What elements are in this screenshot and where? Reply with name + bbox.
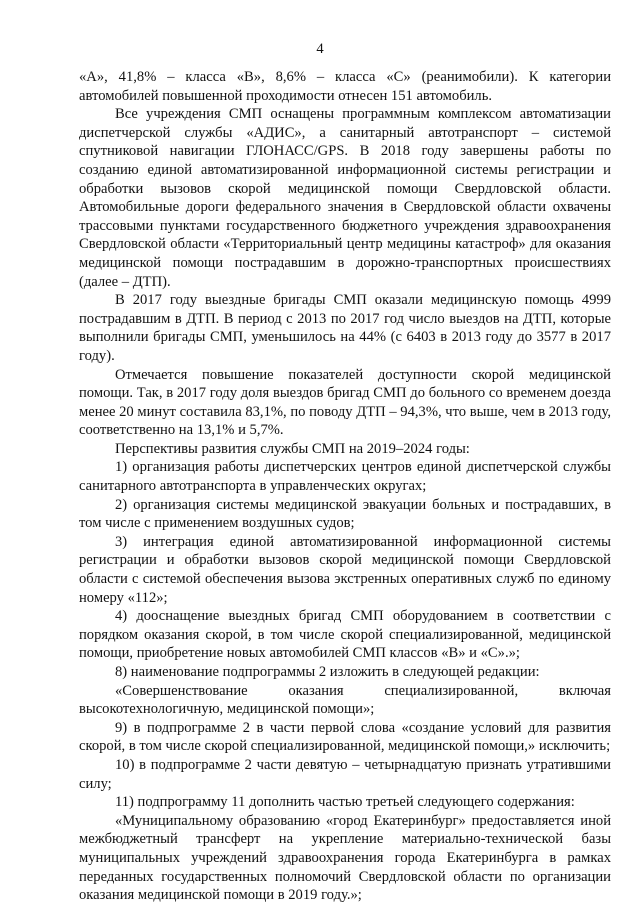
list-item-4: 4) дооснащение выездных бригад СМП оборудованием в соответствии с порядком оказания скорой, в том числе скорой специализированной, медицинской помощи, приобретение новых автомобилей СМП классов «В» и «С».»; [79,608,611,662]
list-item-2: 2) организация системы медицинской эвакуации больных и пострадавших, в том числе с применением воздушных судов; [79,496,611,532]
amendment-11: 11) подпрограмму 11 дополнить частью третьей следующего содержания: [115,794,575,811]
amendment-8-quote: «Совершенствование оказания специализированной, включая высокотехнологичную, медицинской помощи»; [79,682,611,718]
paragraph-dtp-2017: В 2017 году выездные бригады СМП оказали медицинскую помощь 4999 пострадавшим в ДТП. В период с 2013 по 2017 год число выездов на ДТП, которые выполнили бригады СМП, уменьшилось на 44% (с 6403 в 2013 году до 3577 в 2017 году). [79,292,611,364]
amendment-8: 8) наименование подпрограммы 2 изложить в следующей редакции: [115,664,540,680]
paragraph-perspectives: Перспективы развития службы СМП на 2019–2024 годы: [115,440,470,457]
list-item-3: 3) интеграция единой автоматизированной информационной системы регистрации и обработки вызовов скорой медицинской помощи Свердловской области с системой обеспечения вызова экстренных оперативных служб по единому номеру «112»; [79,533,611,606]
paragraph-continuation: «А», 41,8% – класса «В», 8,6% – класса «С» (реанимобили). К категории автомобилей повышенной проходимости отнесен 151 автомобиль. [79,69,611,104]
paragraph-accessibility: Отмечается повышение показателей доступности скорой медицинской помощи. Так, в 2017 году доля выездов бригад СМП до больного со временем доезда менее 20 минут составила 83,1%, по поводу ДТП – 94,3%, что выше, чем в 2013 году, соответственно на 13,1% и 5,7%. [79,366,611,439]
paragraph-adis-glonass: Все учреждения СМП оснащены программным комплексом автоматизации диспетчерской службы «АДИС», а санитарный автотранспорт – системой спутниковой навигации ГЛОНАСС/GPS. В 2018 году завершены работы по созданию единой автоматизированной информационной системы регистрации и обработки вызовов скорой медицинской помощи Свердловской области. Автомобильные дороги федерального значения в Свердловской области охвачены трассовыми пунктами государственного бюджетного учреждения здравоохранения Свердловской области «Территориальный центр медицины катастроф» для оказания медицинской помощи пострадавшим в дорожно-транспортных происшествиях (далее – ДТП). [79,106,611,290]
document-body [79,68,611,905]
list-item-1: 1) организация работы диспетчерских центров единой диспетчерской службы санитарного автотранспорта в управленческих округах; [79,459,611,495]
amendment-9: 9) в подпрограмме 2 в части первой слова «создание условий для развития скорой, в том числе скорой специализированной, медицинской помощи,» исключить; [79,719,611,755]
amendment-11-quote: «Муниципальному образованию «город Екатеринбург» предоставляется иной межбюджетный трансферт на укрепление материально-технической базы муниципальных учреждений здравоохранения города Екатеринбурга в рамках переданных государственных полномочий Свердловской области по организации оказания медицинской помощи в 2019 году.»; [79,812,611,904]
amendment-10: 10) в подпрограмме 2 части девятую – четырнадцатую признать утратившими силу; [79,756,611,792]
page-number: 4 [316,41,324,57]
